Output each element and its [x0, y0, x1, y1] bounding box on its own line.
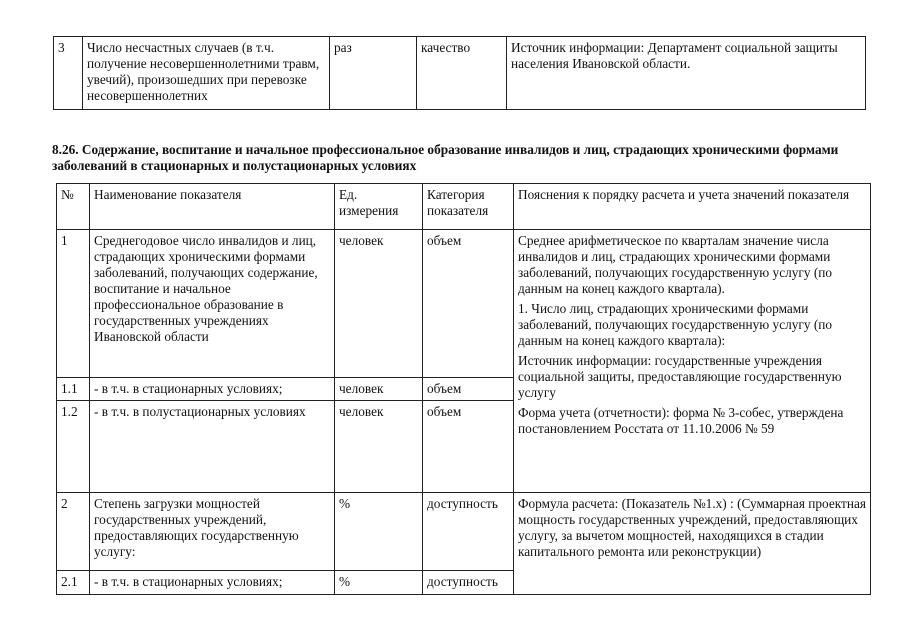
note-paragraph: Источник информации: государственные учреждения социальной защиты, предоставляющие государственную услугу [518, 353, 842, 400]
indicator-name: - в т.ч. в полустационарных условиях [90, 401, 335, 493]
section-heading: 8.26. Содержание, воспитание и начальное профессиональное образование инвалидов и лиц, страдающих хроническими формами заболеваний в стационарных и полустационарных условиях [52, 142, 839, 173]
table-row [57, 493, 871, 571]
indicators-table [56, 183, 871, 595]
row-number: 2 [57, 493, 90, 571]
note-cell: Источник информации: Департамент социальной защиты населения Ивановской области. [507, 37, 866, 110]
category-cell: доступность [423, 493, 514, 571]
row-number: 2.1 [57, 571, 90, 595]
top-table [53, 36, 866, 110]
header-category: Категория показателя [423, 184, 514, 230]
indicator-name: - в т.ч. в стационарных условиях; [90, 378, 335, 401]
indicator-name: - в т.ч. в стационарных условиях; [90, 571, 335, 595]
header-name: Наименование показателя [90, 184, 335, 230]
note-paragraph: Среднее арифметическое по кварталам значение числа инвалидов и лиц, страдающих хроническими формами заболеваний, получающих государственную услугу (по данным на конец каждого квартала). [518, 233, 833, 296]
unit-cell: человек [335, 401, 423, 493]
unit-cell: человек [335, 378, 423, 401]
note-cell [514, 230, 871, 493]
header-number: № [57, 184, 90, 230]
header-note: Пояснения к порядку расчета и учета значений показателя [514, 184, 871, 230]
unit-cell: раз [330, 37, 417, 110]
row-number: 3 [54, 37, 83, 110]
note-paragraph: 1. Число лиц, страдающих хроническими формами заболеваний, получающих государственную услугу (по данным на конец каждого квартала): [518, 301, 833, 348]
category-cell: доступность [423, 571, 514, 595]
table-row [57, 230, 871, 378]
row-number: 1.2 [57, 401, 90, 493]
category-cell: объем [423, 378, 514, 401]
unit-cell: % [335, 493, 423, 571]
row-number: 1.1 [57, 378, 90, 401]
note-paragraph: Форма учета (отчетности): форма № 3-собес, утверждена постановлением Росстата от 11.10.2006 № 59 [518, 405, 844, 436]
header-unit: Ед. измерения [335, 184, 423, 230]
unit-cell: человек [335, 230, 423, 378]
note-cell: Формула расчета: (Показатель №1.х) : (Суммарная проектная мощность государственных учреждений, предоставляющих услугу, за вычетом мощностей, находящихся в стадии капитального ремонта или реконструкции) [514, 493, 871, 595]
indicator-name: Среднегодовое число инвалидов и лиц, страдающих хроническими формами заболеваний, получающих содержание, воспитание и начальное профессиональное образование в государственных учреждениях Ивановской области [90, 230, 335, 378]
table-row [54, 37, 866, 110]
category-cell: объем [423, 401, 514, 493]
unit-cell: % [335, 571, 423, 595]
row-number: 1 [57, 230, 90, 378]
category-cell: качество [417, 37, 507, 110]
indicator-name: Число несчастных случаев (в т.ч. получение несовершеннолетними травм, увечий), произошедших при перевозке несовершеннолетних [83, 37, 330, 110]
category-cell: объем [423, 230, 514, 378]
indicator-name: Степень загрузки мощностей государственных учреждений, предоставляющих государственную услугу: [90, 493, 335, 571]
header-row [57, 184, 871, 230]
